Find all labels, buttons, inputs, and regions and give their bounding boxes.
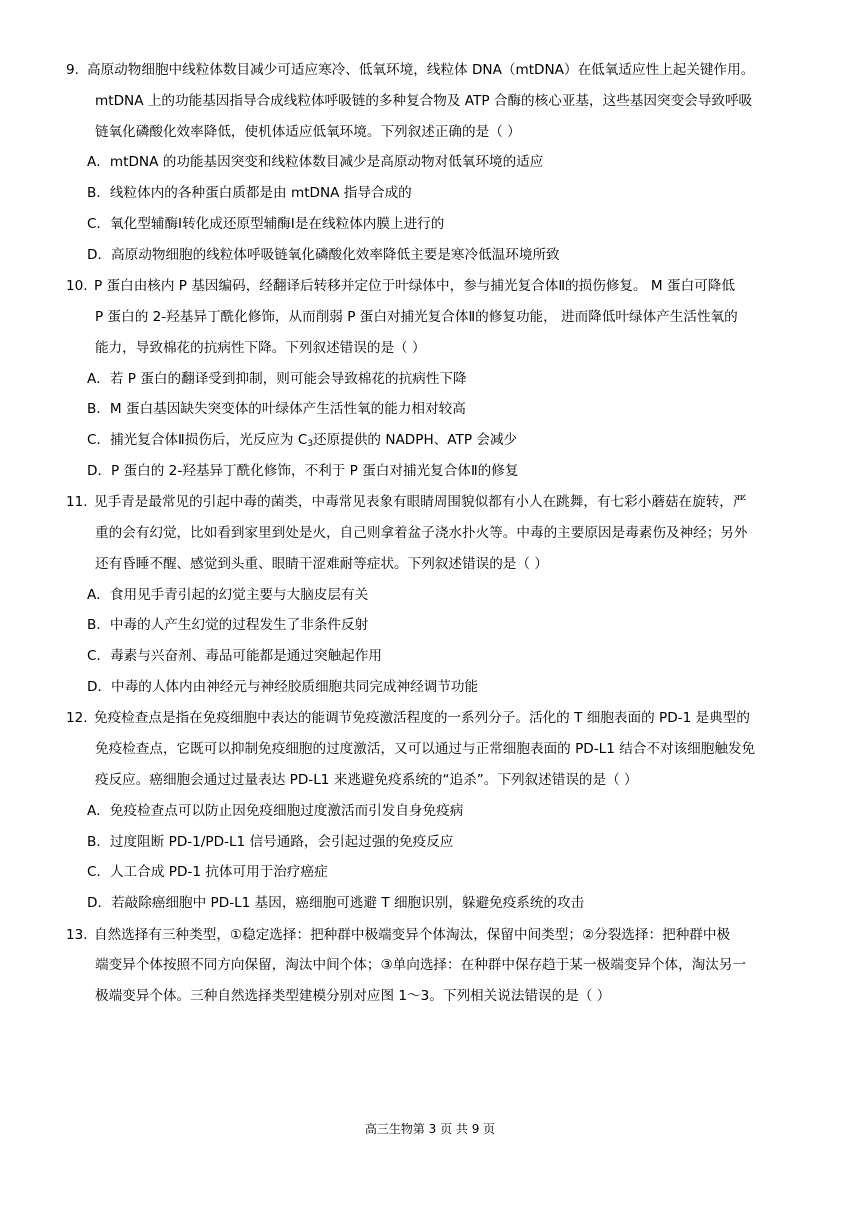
- question-10-stem-line-1: P 蛋白由核内 P 基因编码，经翻译后转移并定位于叶绿体中，参与捕光复合体Ⅱ的损伤修复。 M 蛋白可降低: [94, 278, 735, 294]
- question-9-option-b: B．线粒体内的各种蛋白质都是由 mtDNA 指导合成的: [87, 185, 412, 201]
- question-12-option-b: B．过度阻断 PD-1/PD-L1 信号通路，会引起过强的免疫反应: [87, 834, 454, 850]
- question-10-stem-line-3: 能力，导致棉花的抗病性下降。下列叙述错误的是（ ）: [95, 340, 426, 356]
- question-13-stem-line-3: 极端变异个体。三种自然选择类型建模分别对应图 1～3。下列相关说法错误的是（ ）: [95, 988, 611, 1004]
- question-11-stem-line-2: 重的会有幻觉，比如看到家里到处是火，自己则拿着盆子浇水扑火等。中毒的主要原因是毒素伤及神经；另外: [95, 525, 748, 541]
- question-9-stem-line-3: 链氧化磷酸化效率降低，使机体适应低氧环境。下列叙述正确的是（ ）: [95, 124, 521, 140]
- question-10-option-c: C．捕光复合体Ⅱ损伤后，光反应为 $C_3$还原提供的 NADPH、ATP 会减少: [87, 432, 518, 449]
- question-11-option-b: B．中毒的人产生幻觉的过程发生了非条件反射: [87, 617, 369, 633]
- question-10-option-b: B．M 蛋白基因缺失突变体的叶绿体产生活性氧的能力相对较高: [87, 401, 466, 417]
- question-12-option-a: A．免疫检查点可以防止因免疫细胞过度激活而引发自身免疫病: [87, 803, 464, 819]
- question-9-stem-line-2: mtDNA 上的功能基因指导合成线粒体呼吸链的多种复合物及 ATP 合酶的核心亚基，这些基因突变会导致呼吸: [95, 93, 753, 109]
- question-10-stem-line-2: P 蛋白的 2-羟基异丁酰化修饰，从而削弱 P 蛋白对捕光复合体Ⅱ的修复功能， 进而降低叶绿体产生活性氧的: [95, 309, 738, 325]
- question-11-stem-line-1: 见手青是最常见的引起中毒的菌类，中毒常见表象有眼睛周围貌似都有小人在跳舞，有七彩小蘑菇在旋转，严: [94, 494, 747, 510]
- question-11-option-d: D．中毒的人体内由神经元与神经胶质细胞共同完成神经调节功能: [87, 679, 479, 695]
- question-11-number: 11.: [66, 494, 88, 510]
- question-13-number: 13.: [66, 927, 88, 943]
- question-13-stem-line-2: 端变异个体按照不同方向保留，淘汰中间个体；③单向选择：在种群中保存趋于某一极端变异个体，淘汰另一: [95, 957, 747, 973]
- question-9-stem-line-1: 高原动物细胞中线粒体数目减少可适应寒冷、低氧环境，线粒体 DNA（mtDNA）在低氧适应性上起关键作用。: [87, 62, 755, 78]
- question-12-number: 12.: [66, 710, 88, 726]
- question-12-stem-line-3: 疫反应。癌细胞会通过过量表达 PD-L1 来逃避免疫系统的“追杀”。下列叙述错误的是（ ）: [95, 772, 638, 788]
- question-12-stem-line-2: 免疫检查点，它既可以抑制免疫细胞的过度激活，又可以通过与正常细胞表面的 PD-L1 结合不对该细胞触发免: [95, 741, 756, 757]
- question-12-stem-line-1: 免疫检查点是指在免疫细胞中表达的能调节免疫激活程度的一系列分子。活化的 T 细胞表面的 PD-1 是典型的: [94, 710, 750, 726]
- question-9-number: 9.: [66, 62, 79, 78]
- question-12-option-c: C．人工合成 PD-1 抗体可用于治疗癌症: [87, 864, 328, 880]
- question-10-option-d: D．P 蛋白的 2-羟基异丁酰化修饰，不利于 P 蛋白对捕光复合体Ⅱ的修复: [87, 463, 519, 479]
- question-11-option-c: C．毒素与兴奋剂、毒品可能都是通过突触起作用: [87, 648, 382, 664]
- question-11-stem-line-3: 还有昏睡不醒、感觉到头重、眼睛干涩难耐等症状。下列叙述错误的是（ ）: [95, 556, 548, 572]
- question-9-option-d: D．高原动物细胞的线粒体呼吸链氧化磷酸化效率降低主要是寒冷低温环境所致: [87, 247, 560, 263]
- page-footer: 高三生物第 3 页 共 9 页: [364, 1122, 496, 1136]
- question-9-option-c: C．氧化型辅酶Ⅰ转化成还原型辅酶Ⅰ是在线粒体内膜上进行的: [87, 216, 445, 232]
- question-10-number: 10.: [66, 278, 88, 294]
- question-10-option-a: A．若 P 蛋白的翻译受到抑制，则可能会导致棉花的抗病性下降: [87, 371, 467, 387]
- question-13-stem-line-1: 自然选择有三种类型，①稳定选择：把种群中极端变异个体淘汰，保留中间类型；②分裂选择：把种群中极: [94, 927, 731, 943]
- question-11-option-a: A．食用见手青引起的幻觉主要与大脑皮层有关: [87, 587, 369, 603]
- question-9-option-a: A．mtDNA 的功能基因突变和线粒体数目减少是高原动物对低氧环境的适应: [87, 154, 544, 170]
- question-12-option-d: D．若敲除癌细胞中 PD-L1 基因，癌细胞可逃避 T 细胞识别，躲避免疫系统的攻击: [87, 895, 585, 911]
